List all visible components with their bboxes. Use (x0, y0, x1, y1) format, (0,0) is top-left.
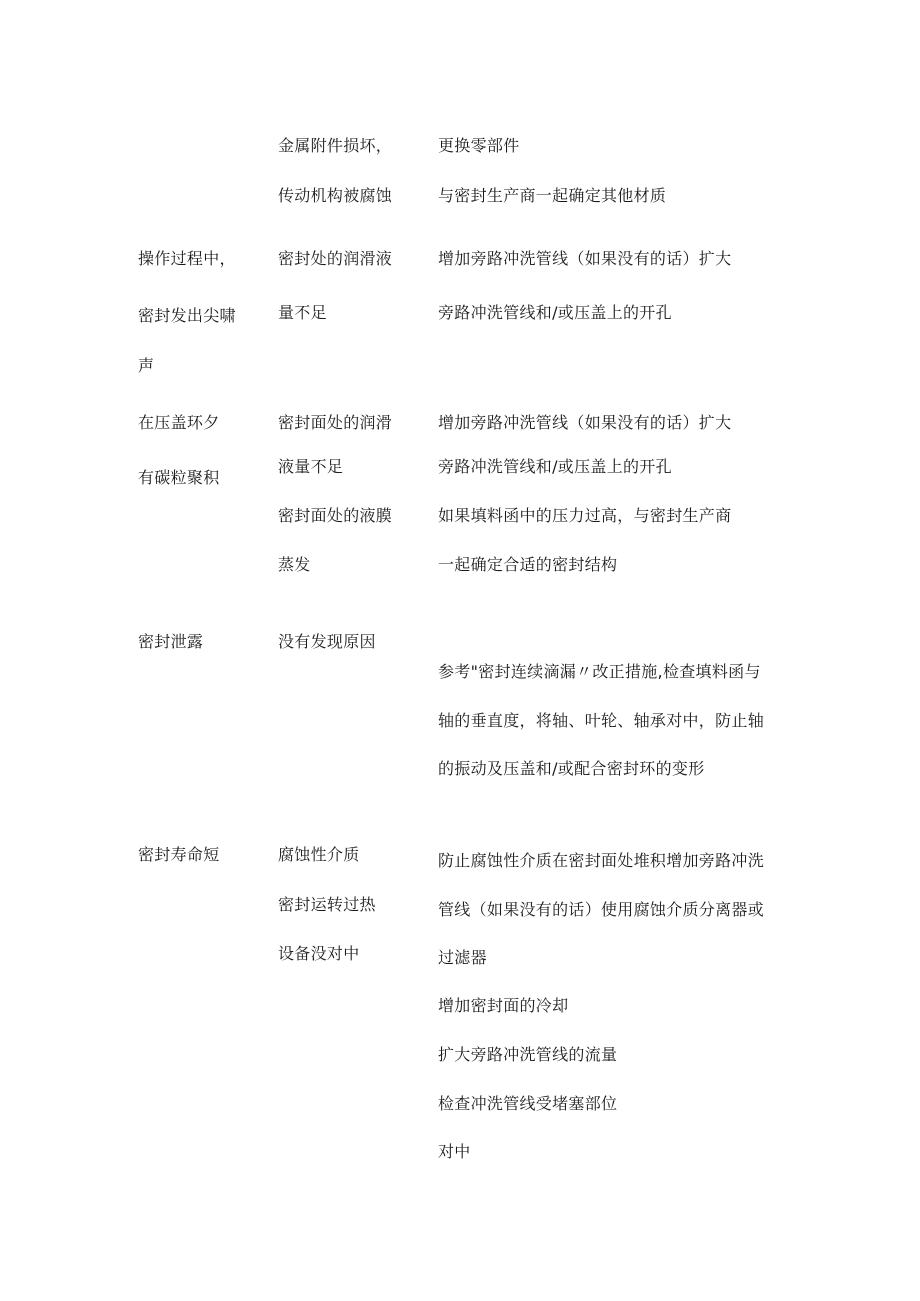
cause-text: 传动机构被腐蚀 (278, 186, 393, 205)
cause-text: 没有发现原因 (278, 632, 376, 651)
remedy-text: 旁路冲洗管线和/或压盖上的开孔 (438, 457, 672, 476)
remedy-text: 旁路冲洗管线和/或压盖上的开孔 (438, 303, 672, 322)
remedy-text: 检查冲洗管线受堵塞部位 (438, 1094, 618, 1113)
remedy-text: 过滤器 (438, 948, 487, 967)
cause-text: 密封运转过热 (278, 895, 376, 914)
remedy-text: 增加旁路冲洗管线（如果没有的话）扩大 (438, 249, 732, 268)
remedy-text: 与密封生产商一起确定其他材质 (438, 186, 667, 205)
remedy-text: 对中 (438, 1142, 471, 1161)
symptom-text: 有碳粒聚积 (138, 468, 220, 487)
cause-text: 密封处的润滑液 (278, 249, 393, 268)
cause-text: 腐蚀性介质 (278, 845, 360, 864)
remedy-text: 参考"密封连续滴漏〃改正措施,检查填料函与 (438, 662, 761, 681)
cause-text: 蒸发 (278, 555, 311, 574)
remedy-text: 更换零部件 (438, 136, 520, 155)
remedy-text: 增加旁路冲洗管线（如果没有的话）扩大 (438, 413, 732, 432)
symptom-text: 密封寿命短 (138, 845, 220, 864)
symptom-text: 密封泄露 (138, 632, 204, 651)
cause-text: 液量不足 (278, 457, 344, 476)
symptom-text: 声 (138, 356, 155, 375)
remedy-text: 管线（如果没有的话）使用腐蚀介质分离器或 (438, 900, 765, 919)
cause-text: 密封面处的液膜 (278, 506, 393, 525)
cause-text: 量不足 (278, 303, 327, 322)
symptom-text: 密封发出尖啸 (138, 306, 236, 325)
remedy-text: 一起确定合适的密封结构 (438, 555, 618, 574)
symptom-text: 操作过程中， (138, 249, 236, 268)
remedy-text: 如果填料函中的压力过高，与密封生产商 (438, 506, 732, 525)
symptom-text: 在压盖环夕 (138, 413, 220, 432)
remedy-text: 扩大旁路冲洗管线的流量 (438, 1045, 618, 1064)
remedy-text: 的振动及压盖和/或配合密封环的变形 (438, 759, 705, 778)
cause-text: 设备没对中 (278, 944, 360, 963)
remedy-text: 防止腐蚀性介质在密封面处堆积增加旁路冲洗 (438, 851, 765, 870)
cause-text: 密封面处的润滑 (278, 413, 393, 432)
cause-text: 金属附件损坏， (278, 136, 393, 155)
remedy-text: 增加密封面的冷却 (438, 996, 569, 1015)
remedy-text: 轴的垂直度，将轴、叶轮、轴承对中，防止轴 (438, 711, 765, 730)
